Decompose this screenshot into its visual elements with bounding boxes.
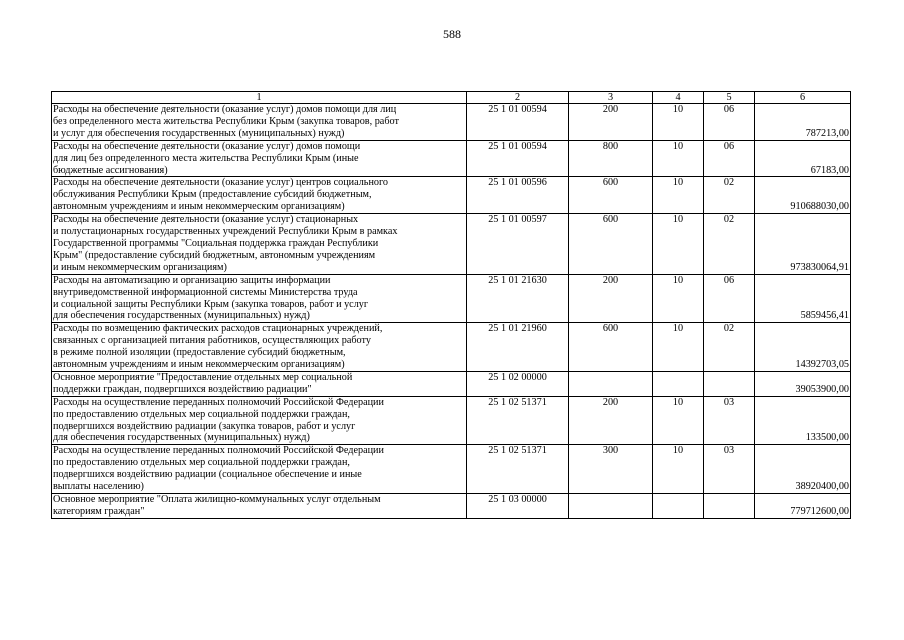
row-rz [653, 371, 704, 396]
table-row [52, 494, 851, 519]
row-vr: 800 [569, 140, 653, 177]
row-vr [569, 371, 653, 396]
row-code: 25 1 01 21960 [467, 323, 569, 372]
header-col-6: 6 [755, 92, 851, 104]
row-rz: 10 [653, 177, 704, 214]
table-row [52, 396, 851, 445]
row-amount: 973830064,91 [755, 214, 851, 275]
table-row [52, 140, 851, 177]
row-name: Расходы на обеспечение деятельности (оказание услуг) центров социального обслуживания Республики Крым (предоставление субсидий бюджетным, автономным учреждениям и иным некоммерческим организациям) [52, 177, 467, 214]
row-rz: 10 [653, 445, 704, 494]
table-row [52, 104, 851, 141]
row-code: 25 1 02 00000 [467, 371, 569, 396]
table-row [52, 445, 851, 494]
row-code: 25 1 01 00597 [467, 214, 569, 275]
row-vr: 600 [569, 177, 653, 214]
header-col-2: 2 [467, 92, 569, 104]
header-col-5: 5 [704, 92, 755, 104]
row-pr [704, 371, 755, 396]
row-rz: 10 [653, 323, 704, 372]
row-code: 25 1 01 00596 [467, 177, 569, 214]
row-vr: 600 [569, 214, 653, 275]
row-vr: 200 [569, 274, 653, 323]
row-amount: 133500,00 [755, 396, 851, 445]
table-row [52, 214, 851, 275]
row-name: Основное мероприятие "Оплата жилищно-коммунальных услуг отдельным категориям граждан" [52, 494, 467, 519]
header-col-4: 4 [653, 92, 704, 104]
row-rz: 10 [653, 214, 704, 275]
row-name: Расходы на обеспечение деятельности (оказание услуг) домов помощи для лиц без определенного места жительства Республики Крым (закупка товаров, работ и услуг для обеспечения государственных (муниципальных) нужд) [52, 104, 467, 141]
row-amount: 5859456,41 [755, 274, 851, 323]
row-name: Расходы на автоматизацию и организацию защиты информации внутриведомственной информационной системы Министерства труда и социальной защиты Республики Крым (закупка товаров, работ и услуг для обеспечения государственных (муниципальных) нужд) [52, 274, 467, 323]
row-vr: 200 [569, 104, 653, 141]
row-vr [569, 494, 653, 519]
row-name: Расходы на осуществление переданных полномочий Российской Федерации по предоставлению отдельных мер социальной поддержки граждан, подвергшихся воздействию радиации (закупка товаров, работ и услуг для обеспечения государственных (муниципальных) нужд) [52, 396, 467, 445]
row-code: 25 1 02 51371 [467, 396, 569, 445]
row-pr: 02 [704, 214, 755, 275]
table-row [52, 274, 851, 323]
row-name: Расходы на обеспечение деятельности (оказание услуг) домов помощи для лиц без определенного места жительства Республики Крым (иные бюджетные ассигнования) [52, 140, 467, 177]
row-code: 25 1 02 51371 [467, 445, 569, 494]
table-row [52, 177, 851, 214]
row-pr: 03 [704, 445, 755, 494]
row-amount: 67183,00 [755, 140, 851, 177]
row-name: Основное мероприятие "Предоставление отдельных мер социальной поддержки граждан, подвергшихся воздействию радиации" [52, 371, 467, 396]
row-code: 25 1 01 00594 [467, 140, 569, 177]
row-vr: 300 [569, 445, 653, 494]
row-pr: 02 [704, 323, 755, 372]
row-amount: 39053900,00 [755, 371, 851, 396]
row-pr: 03 [704, 396, 755, 445]
row-amount: 14392703,05 [755, 323, 851, 372]
row-code: 25 1 03 00000 [467, 494, 569, 519]
row-name: Расходы на осуществление переданных полномочий Российской Федерации по предоставлению отдельных мер социальной поддержки граждан, подвергшихся воздействию радиации (социальное обеспечение и иные выплаты населению) [52, 445, 467, 494]
row-code: 25 1 01 21630 [467, 274, 569, 323]
row-rz: 10 [653, 274, 704, 323]
table-row [52, 371, 851, 396]
table-row [52, 323, 851, 372]
row-pr [704, 494, 755, 519]
row-rz: 10 [653, 396, 704, 445]
row-code: 25 1 01 00594 [467, 104, 569, 141]
row-name: Расходы на обеспечение деятельности (оказание услуг) стационарных и полустационарных государственных учреждений Республики Крым в рамках Государственной программы "Социальная поддержка граждан Республики Крым" (предоставление субсидий бюджетным, автономным учреждениям и иным некоммерческим организациям) [52, 214, 467, 275]
row-name: Расходы по возмещению фактических расходов стационарных учреждений, связанных с организацией питания работников, осуществляющих работу в режиме полной изоляции (предоставление субсидий бюджетным, автономным учреждениям и иным некоммерческим организациям) [52, 323, 467, 372]
row-pr: 02 [704, 177, 755, 214]
row-amount: 38920400,00 [755, 445, 851, 494]
table-header-row [52, 92, 851, 104]
row-vr: 600 [569, 323, 653, 372]
row-rz: 10 [653, 140, 704, 177]
row-pr: 06 [704, 104, 755, 141]
page-number: 588 [443, 27, 461, 41]
header-col-3: 3 [569, 92, 653, 104]
header-col-1: 1 [52, 92, 467, 104]
row-amount: 779712600,00 [755, 494, 851, 519]
budget-table [51, 91, 851, 519]
row-pr: 06 [704, 140, 755, 177]
row-rz [653, 494, 704, 519]
row-amount: 910688030,00 [755, 177, 851, 214]
row-rz: 10 [653, 104, 704, 141]
row-amount: 787213,00 [755, 104, 851, 141]
row-vr: 200 [569, 396, 653, 445]
row-pr: 06 [704, 274, 755, 323]
